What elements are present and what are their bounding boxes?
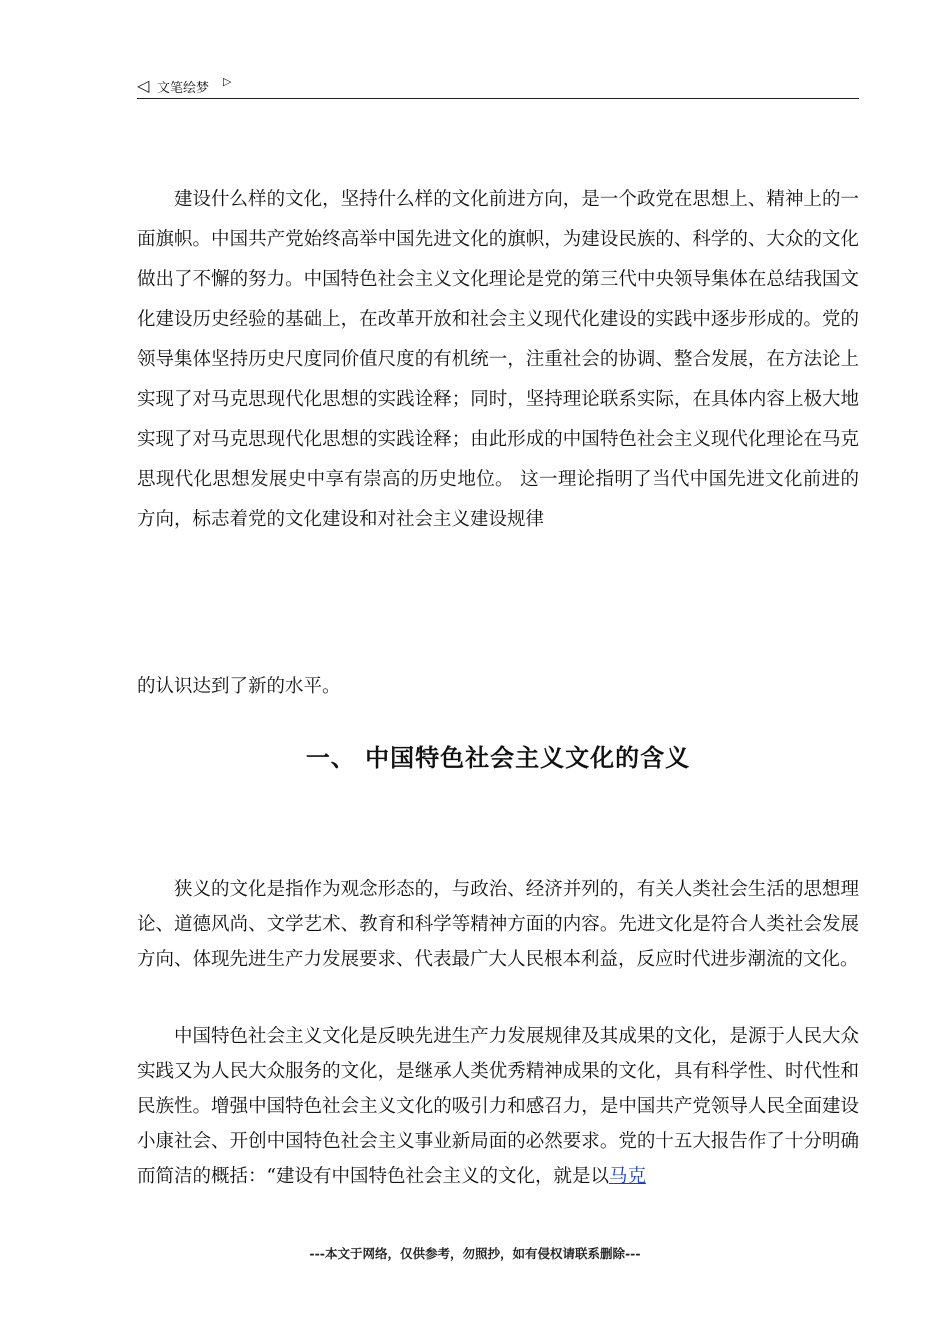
marx-link[interactable]: 马克 (608, 1166, 646, 1187)
triangle-left-icon: ◁ (137, 76, 150, 95)
section-heading: 一、 中国特色社会主义文化的含义 (305, 744, 691, 772)
culture-paragraph (137, 1019, 859, 1194)
triangle-right-icon: ▷ (223, 75, 232, 88)
header-brand: 文笔绘梦 (157, 81, 210, 96)
definition-paragraph: 狭义的文化是指作为观念形态的，与政治、经济并列的，有关人类社会生活的思想理论、道德风尚、文学艺术、教育和科学等精神方面的内容。先进文化是符合人类社会发展方向、体现先进生产力发展要求、代表最广大人民根本利益，反应时代进步潮流的文化。 (137, 879, 859, 970)
intro-paragraph: 建设什么样的文化，坚持什么样的文化前进方向，是一个政党在思想上、精神上的一面旗帜。中国共产党始终高举中国先进文化的旗帜，为建设民族的、科学的、大众的文化做出了不懈的努力。中国特色社会主义文化理论是党的第三代中央领导集体在总结我国文化建设历史经验的基础上，在改革开放和社会主义现代化建设的实践中逐步形成的。党的领导集体坚持历史尺度同价值尺度的有机统一，注重社会的协调、整合发展，在方法论上实现了对马克思现代化思想的实践诠释；同时，坚持理论联系实际，在具体内容上极大地实现了对马克思现代化思想的实践诠释；由此形成的中国特色社会主义现代化理论在马克思现代化思想发展史中享有崇高的历史地位。 这一理论指明了当代中国先进文化前进的方向，标志着党的文化建设和对社会主义建设规律 (137, 189, 859, 530)
culture-paragraph-text: 中国特色社会主义文化是反映先进生产力发展规律及其成果的文化，是源于人民大众实践又为人民大众服务的文化，是继承人类优秀精神成果的文化，具有科学性、时代性和民族性。增强中国特色社会主义文化的吸引力和感召力，是中国共产党领导人民全面建设小康社会、开创中国特色社会主义事业新局面的必然要求。党的十五大报告作了十分明确而简洁的概括：“建设有中国特色社会主义的文化，就是以 (137, 1026, 859, 1187)
intro-paragraph-tail: 的认识达到了新的水平。 (137, 676, 341, 697)
page-header (137, 72, 859, 99)
page-footer-disclaimer: ---本文于网络，仅供参考，勿照抄，如有侵权请联系删除--- (309, 1246, 641, 1261)
